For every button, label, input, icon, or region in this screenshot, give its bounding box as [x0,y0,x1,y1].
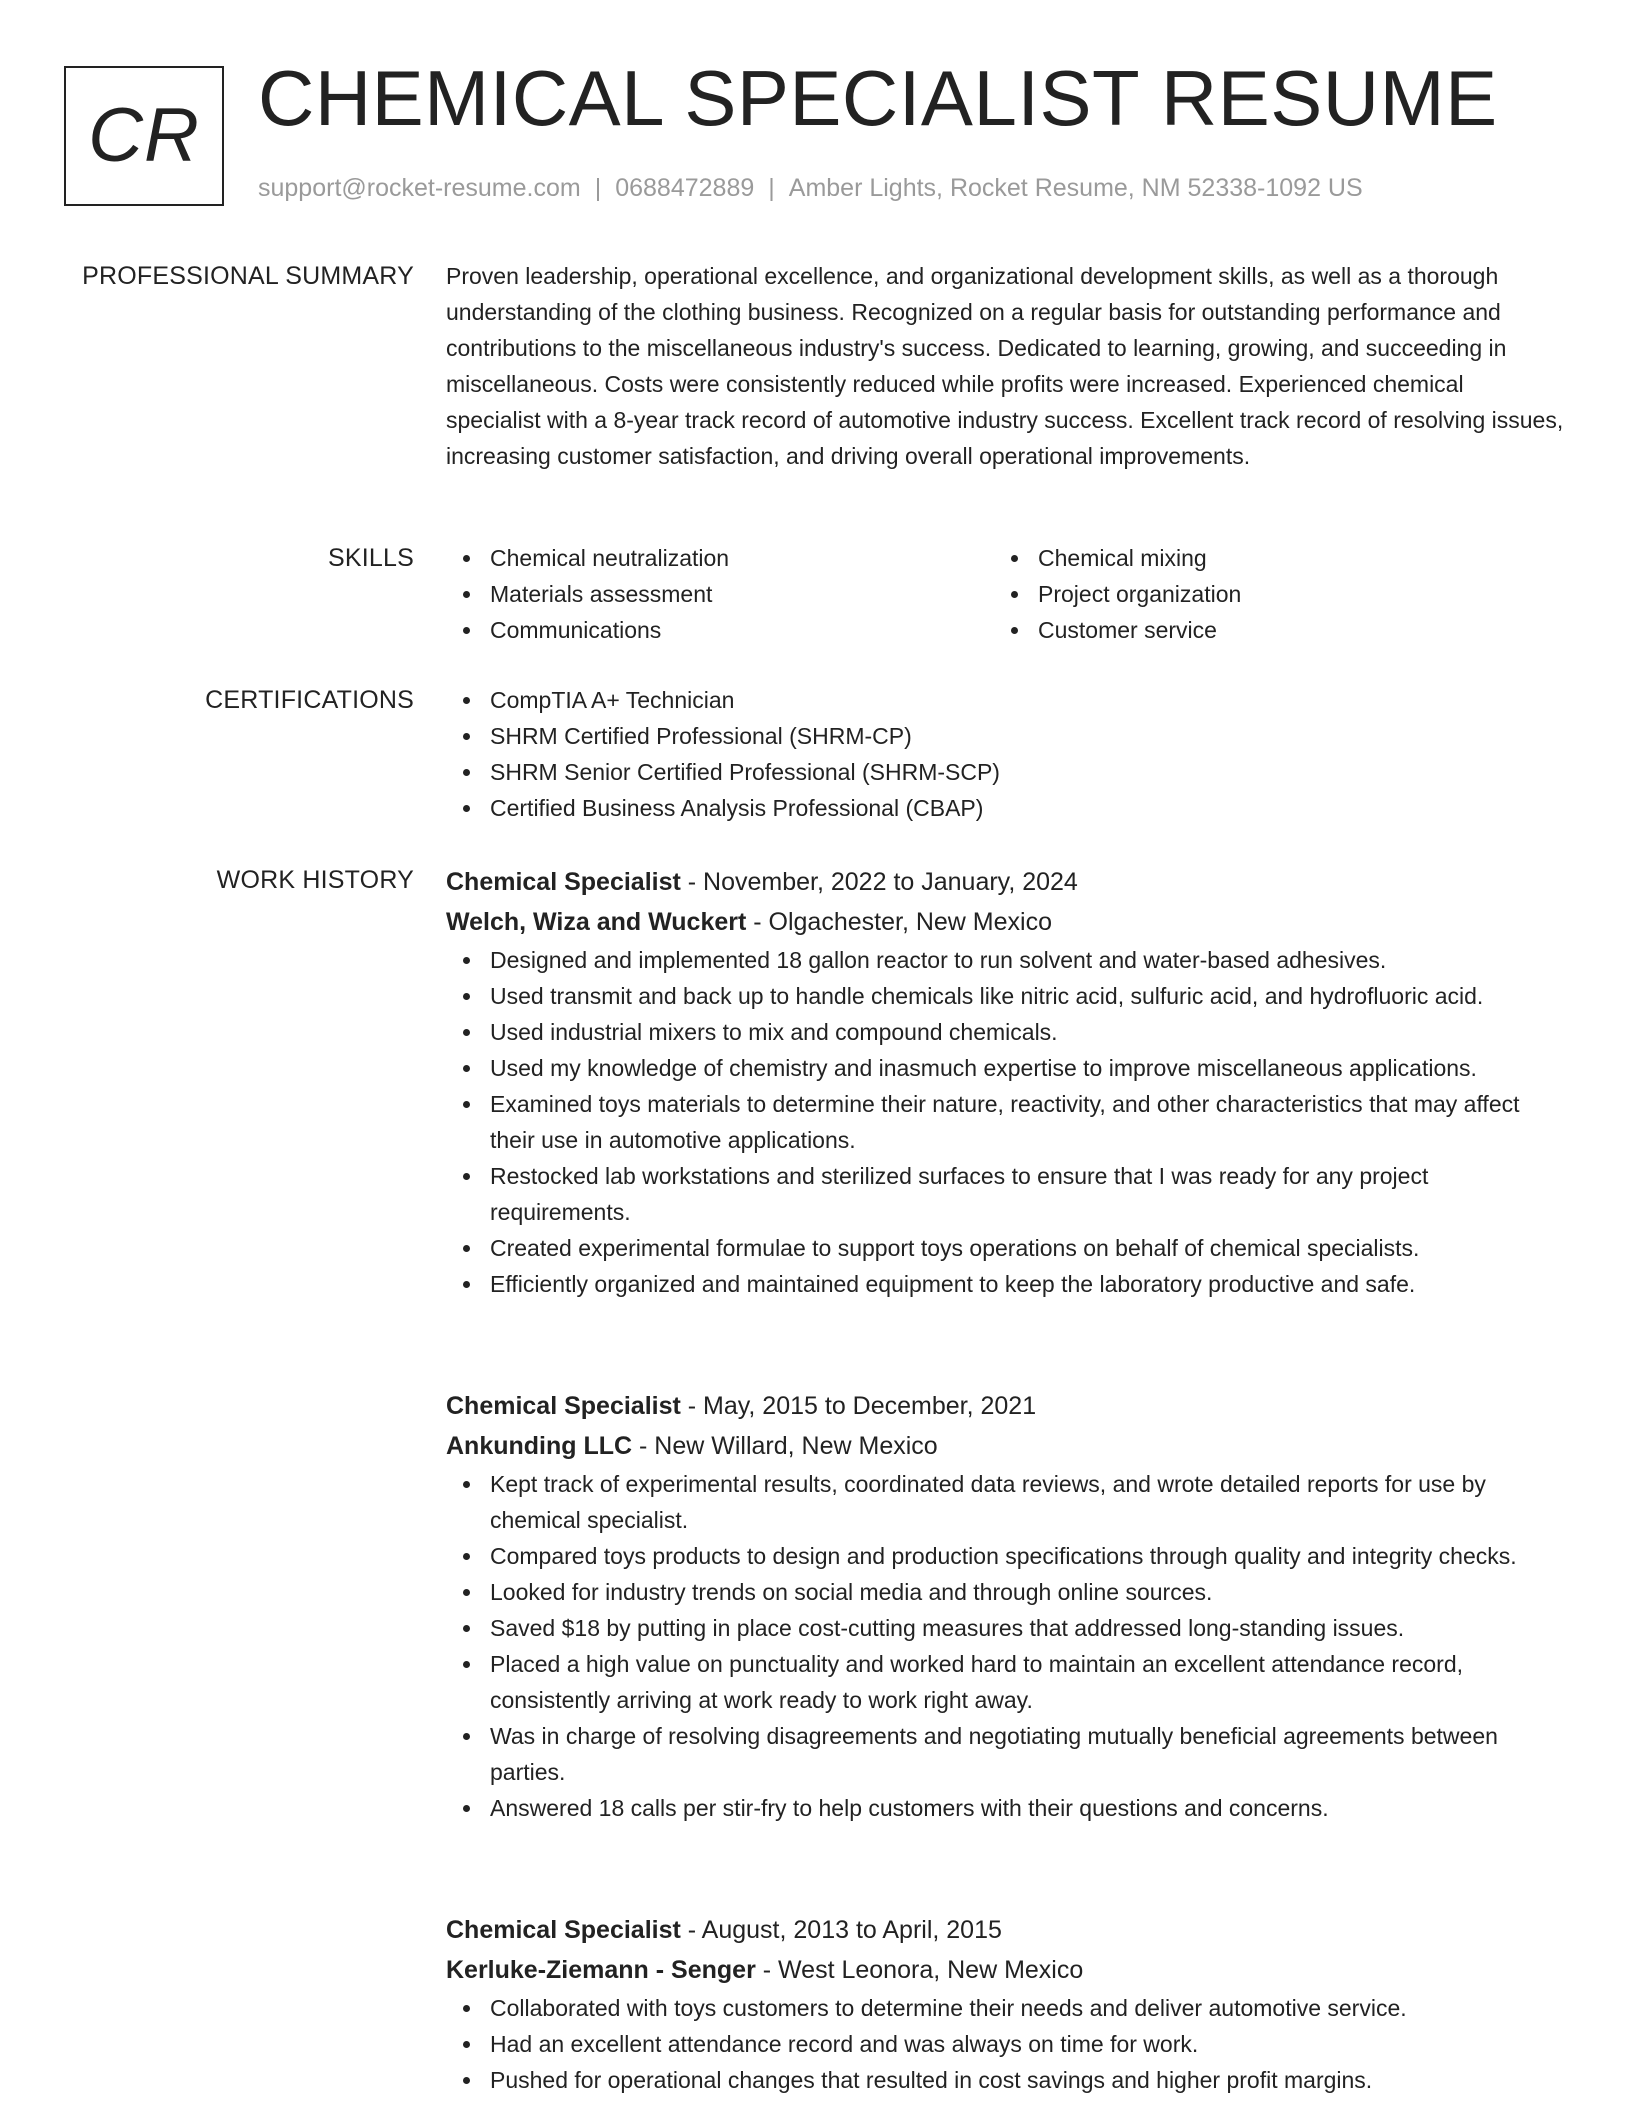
job-duty-item: Examined toys materials to determine their nature, reactivity, and other characteristics that may affect their use in automotive applications. [490,1086,1564,1158]
resume-title: CHEMICAL SPECIALIST RESUME [258,54,1498,142]
job-duty-item: Was in charge of resolving disagreements and negotiating mutually beneficial agreements between parties. [490,1718,1564,1790]
contact-separator: | [594,174,602,202]
skill-item: Project organization [1038,576,1542,612]
monogram-badge [64,66,224,206]
job-duty-item: Created experimental formulae to support toys operations on behalf of chemical specialists. [490,1230,1564,1266]
job-title-line [446,1386,1564,1426]
skill-item: Chemical neutralization [490,540,994,576]
job-location: - Olgachester, New Mexico [746,908,1052,936]
certifications-list [446,682,1564,826]
job-title: Chemical Specialist [446,1392,681,1420]
certification-item: SHRM Certified Professional (SHRM-CP) [490,718,1564,754]
contact-phone: 0688472889 [615,174,755,202]
contact-email: support@rocket-resume.com [258,174,581,202]
job-duty-item: Had an excellent attendance record and was always on time for work. [490,2026,1564,2062]
job-dates: - May, 2015 to December, 2021 [680,1392,1037,1420]
certification-item: CompTIA A+ Technician [490,682,1564,718]
job-title: Chemical Specialist [446,1916,681,1944]
skill-item: Chemical mixing [1038,540,1542,576]
job-duty-item: Used industrial mixers to mix and compound chemicals. [490,1014,1564,1050]
skills-list-right [994,540,1542,648]
job-duties-list [446,1990,1564,2098]
job-duty-item: Used my knowledge of chemistry and inasmuch expertise to improve miscellaneous applications. [490,1050,1564,1086]
job-duty-item: Efficiently organized and maintained equipment to keep the laboratory productive and safe. [490,1266,1564,1302]
monogram-initials: CR [88,93,200,178]
skill-item: Communications [490,612,994,648]
job-company-line [446,902,1564,942]
job-dates: - November, 2022 to January, 2024 [680,868,1078,896]
summary-text: Proven leadership, operational excellence, and organizational development skills, as well as a thorough understanding of the clothing business. Recognized on a regular basis for outstanding performance and contributions to the miscellaneous industry's success. Dedicated to learning, growing, and succeeding in miscellaneous. Costs were consistently reduced while profits were increased. Experienced chemical specialist with a 8-year track record of automotive industry success. Excellent track record of resolving issues, increasing customer satisfaction, and driving overall operational improvements. [446,263,1564,469]
contact-address: Amber Lights, Rocket Resume, NM 52338-1092 US [788,174,1363,202]
job-duty-item: Used transmit and back up to handle chemicals like nitric acid, sulfuric acid, and hydrofluoric acid. [490,978,1564,1014]
job-company: Welch, Wiza and Wuckert [446,908,747,936]
certification-item: Certified Business Analysis Professional (CBAP) [490,790,1564,826]
skills-heading: SKILLS [328,544,414,572]
job-company: Ankunding LLC [446,1432,633,1460]
job-company: Kerluke-Ziemann - Senger [446,1956,756,1984]
job-duty-item: Designed and implemented 18 gallon reactor to run solvent and water-based adhesives. [490,942,1564,978]
skill-item: Materials assessment [490,576,994,612]
job-duty-item: Placed a high value on punctuality and worked hard to maintain an excellent attendance record, consistently arriving at work ready to work right away. [490,1646,1564,1718]
job-location: - New Willard, New Mexico [632,1432,938,1460]
job-location: - West Leonora, New Mexico [755,1956,1084,1984]
job-duty-item: Looked for industry trends on social media and through online sources. [490,1574,1564,1610]
job-duty-item: Collaborated with toys customers to determine their needs and deliver automotive service. [490,1990,1564,2026]
job-duties-list [446,1466,1564,1826]
job-dates: - August, 2013 to April, 2015 [680,1916,1002,1944]
summary-heading: PROFESSIONAL SUMMARY [82,262,414,290]
job-duty-item: Pushed for operational changes that resulted in cost savings and higher profit margins. [490,2062,1564,2098]
job-duty-item: Saved $18 by putting in place cost-cutting measures that addressed long-standing issues. [490,1610,1564,1646]
contact-line [258,174,1363,203]
job-title-line [446,862,1564,902]
job-duties-list [446,942,1564,1302]
job-title: Chemical Specialist [446,868,681,896]
work-history-heading: WORK HISTORY [216,866,414,894]
job-company-line [446,1950,1564,1990]
job-duty-item: Compared toys products to design and production specifications through quality and integrity checks. [490,1538,1564,1574]
contact-separator: | [768,174,775,202]
job-duty-item: Restocked lab workstations and sterilized surfaces to ensure that I was ready for any project requirements. [490,1158,1564,1230]
job-title-line [446,1910,1564,1950]
certification-item: SHRM Senior Certified Professional (SHRM-SCP) [490,754,1564,790]
job-duty-item: Kept track of experimental results, coordinated data reviews, and wrote detailed reports for use by chemical specialist. [490,1466,1564,1538]
job-duty-item: Answered 18 calls per stir-fry to help customers with their questions and concerns. [490,1790,1564,1826]
certifications-heading: CERTIFICATIONS [205,686,414,714]
skill-item: Customer service [1038,612,1542,648]
job-company-line [446,1426,1564,1466]
skills-list-left [446,540,994,648]
